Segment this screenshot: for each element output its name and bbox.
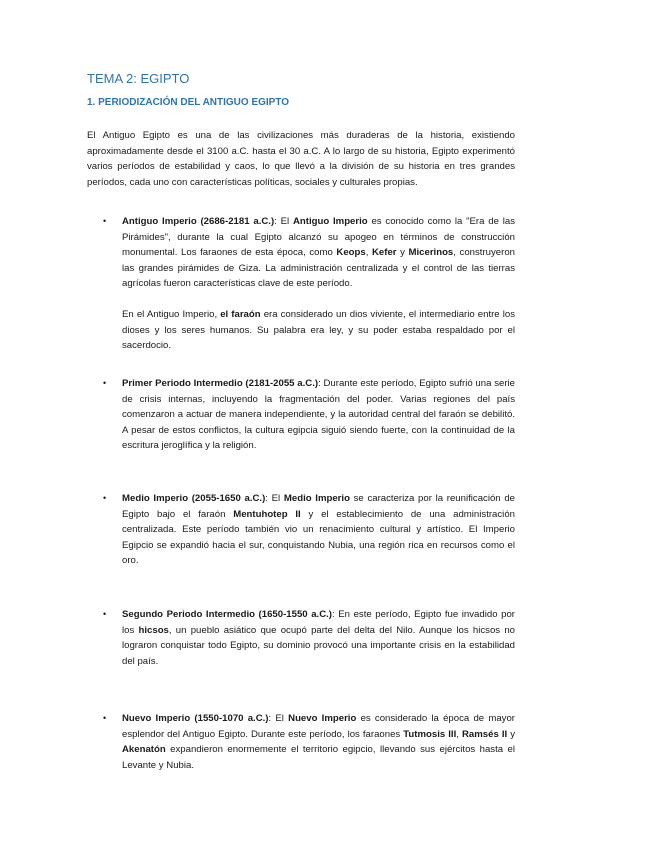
list-item-paragraph-2: En el Antiguo Imperio, el faraón era considerado un dios viviente, el intermediario entre los dioses y los seres humanos. Su palabra era ley, y su poder estaba respaldado por el sacerdocio. [122,308,515,352]
bullet-icon: • [103,378,107,388]
list-item-primer-periodo [103,376,515,454]
bullet-icon: • [103,609,107,619]
list-item-medio-imperio [103,491,515,569]
document-title: TEMA 2: EGIPTO [87,71,190,86]
list-item-nuevo-imperio [103,711,515,773]
list-item-paragraph: Antiguo Imperio (2686-2181 a.C.): El Antiguo Imperio es conocido como la "Era de las Pirámides", durante la cual Egipto alcanzó su apogeo en términos de construcción monumental. Los faraones de esta época, como Keops, Kefer y Micerinos, construyeron las grandes pirámides de Giza. La administración centralizada y el control de las tierras agrícolas fueron características clave de este período. [122,216,516,290]
list-item-paragraph: Primer Periodo Intermedio (2181-2055 a.C.): Durante este período, Egipto sufrió una serie de crisis internas, incluyendo la fragmentación del poder. Varias regiones del país comenzaron a actuar de manera independiente, y la autoridad central del faraón se debilitó. A pesar de estos conflictos, la cultura egipcia siguió siendo fuerte, con la continuidad de la escritura jeroglífica y la religión. [122,378,515,452]
list-item-heading: Primer Periodo Intermedio (2181-2055 a.C.) [122,378,319,389]
bullet-icon: • [103,493,107,503]
list-item-segundo-periodo [103,607,515,669]
list-item-heading: Medio Imperio (2055-1650 a.C.) [122,493,266,504]
intro-paragraph: El Antiguo Egipto es una de las civilizaciones más duraderas de la historia, existiendo aproximadamente desde el 3100 a.C. hasta el 30 a.C. A lo largo de su historia, Egipto experimentó varios períodos de estabilidad y caos, lo que llevó a la división de su historia en tres grandes períodos, cada uno con características políticas, sociales y culturales propias. [87,130,515,188]
list-item-paragraph: Segundo Periodo Intermedio (1650-1550 a.C.): En este período, Egipto fue invadido por los hicsos, un pueblo asiático que ocupó parte del delta del Nilo. Aunque los hicsos no lograron conquistar todo Egipto, su dominio provocó una importante crisis en la estabilidad del país. [122,609,516,667]
list-item-heading: Nuevo Imperio (1550-1070 a.C.) [122,713,269,724]
bullet-icon: • [103,216,107,226]
section-heading: 1. PERIODIZACIÓN DEL ANTIGUO EGIPTO [87,97,290,108]
bullet-icon: • [103,713,107,723]
list-item-paragraph: Nuevo Imperio (1550-1070 a.C.): El Nuevo Imperio es considerado la época de mayor esplendor del Antiguo Egipto. Durante este período, los faraones Tutmosis III, Ramsés II y Akenatón expandieron enormemente el territorio egipcio, llevando sus ejércitos hasta el Levante y Nubia. [122,713,516,771]
list-item-heading: Segundo Periodo Intermedio (1650-1550 a.C.) [122,609,332,620]
list-item-antiguo-imperio [103,214,515,354]
list-item-heading: Antiguo Imperio (2686-2181 a.C.) [122,216,275,227]
list-item-paragraph: Medio Imperio (2055-1650 a.C.): El Medio Imperio se caracteriza por la reunificación de Egipto bajo el faraón Mentuhotep II y el establecimiento de una administración centralizada. Este período también vio un renacimiento cultural y artístico. El Imperio Egipcio se expandió hacia el sur, conquistando Nubia, una región rica en recursos como el oro. [122,493,515,567]
